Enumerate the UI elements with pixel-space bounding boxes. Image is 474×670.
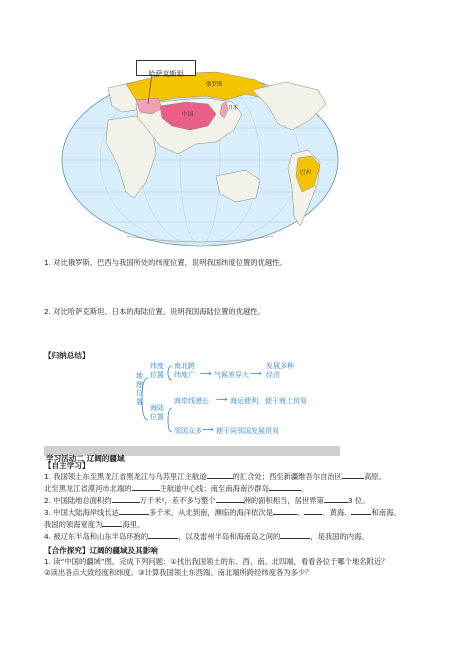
line-6: 4. 被辽东半岛和山东半岛环抱的 ，以及雷州半岛和海南岛之间的 ，是我国的内海。 <box>44 532 369 541</box>
line-3: 2. 中国陆地总面积约 万千米²，差不多与整个 洲的面积相当，居世界第 3 位。 <box>44 496 370 505</box>
coop-line-1: 1. 读“中国的疆域”图，完成下列问题：①找出我国领土的东、西、南、北四端，看看各位于哪个地名附近？ <box>44 557 389 566</box>
question-2: 2. 对比哈萨克斯坦、日本的海陆位置，说明我国海陆位置的优越性。 <box>44 307 265 316</box>
section2-title-bar <box>44 446 340 463</box>
arrow-icon: ⟶ <box>200 369 212 378</box>
summary-lat-effect: 气候差异大 <box>214 371 249 379</box>
blank[interactable] <box>342 470 364 479</box>
blank[interactable] <box>119 506 149 515</box>
blank[interactable] <box>112 494 140 503</box>
blank[interactable] <box>304 506 322 515</box>
blank[interactable] <box>132 482 160 491</box>
blank[interactable] <box>269 482 301 491</box>
china-label: 中国 <box>182 112 194 118</box>
kazakhstan-callout <box>136 60 196 76</box>
summary-diagram <box>128 358 368 440</box>
summary-sea-item2: 邻国众多 <box>174 427 202 435</box>
blank[interactable] <box>273 506 297 515</box>
blank[interactable] <box>148 530 178 539</box>
summary-root: 地理位置 <box>136 372 143 406</box>
blank[interactable] <box>351 506 371 515</box>
line-1: 1. 我国领土东至黑龙江省黑龙江与乌苏里江主航道 的汇合处；西至新疆维吾尔自治区 高原。 <box>44 472 386 481</box>
blank[interactable] <box>216 494 244 503</box>
summary-sea-item1: 海岸线漫长 <box>174 397 209 405</box>
summary-lat-branch: 纬度位置 <box>150 362 164 379</box>
summary-sea-effect2: 便于同邻国发展贸易 <box>216 427 279 435</box>
summary-header: 【归纳总结】 <box>44 351 90 360</box>
coop-header: 【合作探究】辽阔的疆域及其影响 <box>44 546 158 555</box>
blank[interactable] <box>280 530 310 539</box>
blank[interactable] <box>102 518 122 527</box>
world-map-svg <box>56 58 344 248</box>
world-map <box>56 58 344 248</box>
question-1: 1. 对比俄罗斯、巴西与我国所处的纬度位置，说明我国纬度位置的优越性。 <box>44 258 287 267</box>
coop-line-2: ②读出各点大致经度和纬度。③计算我国领土东西端、南北端所跨经纬度各为多少？ <box>44 568 313 577</box>
kazakhstan-callout-label: 哈萨克斯坦 <box>148 70 184 78</box>
section2-title: 学习活动二 辽阔的疆域 <box>46 454 125 463</box>
summary-lat-result: 发展多种经济 <box>266 362 294 379</box>
line-5: 我国的领海宽度为 海里。 <box>44 520 145 529</box>
self-study-header: 【自主学习】 <box>44 461 90 470</box>
arrow-icon: ⟶ <box>202 425 214 434</box>
line-2: 北至黑龙江省漠河市北端的 主航道中心线；南至南海南沙群岛 。 <box>44 484 309 493</box>
blank[interactable] <box>324 494 348 503</box>
arrow-icon: ⟶ <box>250 369 262 378</box>
japan-label: 日本 <box>228 105 239 111</box>
summary-sea-effect1: 海运便利，便于海上贸易 <box>230 397 307 405</box>
russia-label: 俄罗斯 <box>206 82 223 88</box>
blank[interactable] <box>207 470 233 479</box>
brazil-label: 巴西 <box>300 170 312 176</box>
summary-sea-branch: 海陆位置 <box>150 404 164 421</box>
line-4: 3. 中国大陆海岸线长达 多千米，从北到南，濒临的海洋依次是 、 、黄海、 和南海。 <box>44 508 401 517</box>
arrow-icon: ⟶ <box>216 395 228 404</box>
summary-lat-item: 南北跨纬度广 <box>174 362 195 379</box>
